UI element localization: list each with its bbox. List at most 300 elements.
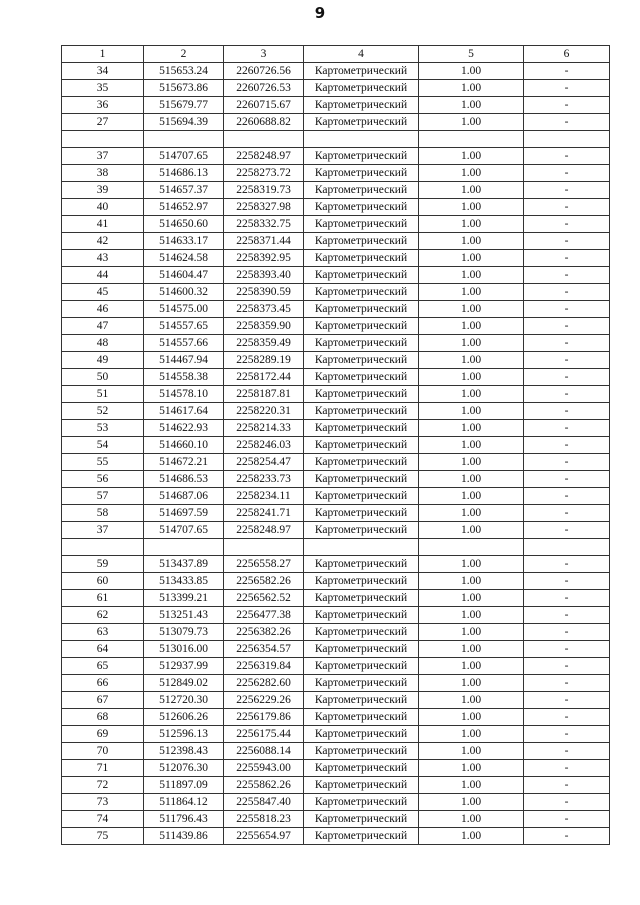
table-cell: 1.00 (419, 420, 524, 437)
table-row (62, 573, 610, 590)
table-row (62, 301, 610, 318)
table-row (62, 811, 610, 828)
table-cell: 27 (62, 114, 144, 131)
table-row (62, 454, 610, 471)
table-cell: 57 (62, 488, 144, 505)
table-cell: Картометрический (304, 216, 419, 233)
table-cell: 1.00 (419, 301, 524, 318)
table-cell: 1.00 (419, 454, 524, 471)
table-cell: 50 (62, 369, 144, 386)
table-cell: - (524, 590, 610, 607)
table-cell: 2260726.53 (224, 80, 304, 97)
table-cell: 1.00 (419, 369, 524, 386)
table-cell: 2255862.26 (224, 777, 304, 794)
table-cell: 511897.09 (144, 777, 224, 794)
table-cell: 63 (62, 624, 144, 641)
table-cell: - (524, 318, 610, 335)
table-cell-empty (524, 131, 610, 148)
table-cell: Картометрический (304, 522, 419, 539)
table-cell: 64 (62, 641, 144, 658)
table-row (62, 471, 610, 488)
table-cell: 2256477.38 (224, 607, 304, 624)
table-cell: Картометрический (304, 352, 419, 369)
table-cell: 1.00 (419, 250, 524, 267)
table-cell: 514707.65 (144, 522, 224, 539)
table-cell: 1.00 (419, 386, 524, 403)
table-cell: Картометрический (304, 267, 419, 284)
table-cell: 2256562.52 (224, 590, 304, 607)
table-cell: 35 (62, 80, 144, 97)
table-row (62, 386, 610, 403)
table-cell: 514652.97 (144, 199, 224, 216)
table-row (62, 675, 610, 692)
table-cell: 1.00 (419, 522, 524, 539)
table-cell: 2258371.44 (224, 233, 304, 250)
table-cell: Картометрический (304, 114, 419, 131)
table-row (62, 284, 610, 301)
table-cell: 514686.13 (144, 165, 224, 182)
table-cell: 1.00 (419, 318, 524, 335)
table-cell: 514624.58 (144, 250, 224, 267)
table-cell: 2256175.44 (224, 726, 304, 743)
table-cell: 514467.94 (144, 352, 224, 369)
table-cell: - (524, 437, 610, 454)
table-cell: - (524, 760, 610, 777)
table-cell: 72 (62, 777, 144, 794)
table-cell: - (524, 726, 610, 743)
table-cell-empty (144, 539, 224, 556)
table-cell: 514575.00 (144, 301, 224, 318)
table-cell: 513437.89 (144, 556, 224, 573)
table-cell: 2258327.98 (224, 199, 304, 216)
table-cell: 515694.39 (144, 114, 224, 131)
table-cell: 44 (62, 267, 144, 284)
table-cell: Картометрический (304, 233, 419, 250)
table-cell: 512720.30 (144, 692, 224, 709)
table-row (62, 556, 610, 573)
table-cell: - (524, 556, 610, 573)
table-cell: 2256179.86 (224, 709, 304, 726)
table-cell: Картометрический (304, 165, 419, 182)
table-cell: 43 (62, 250, 144, 267)
table-cell: 61 (62, 590, 144, 607)
table-cell: 74 (62, 811, 144, 828)
table-cell: Картометрический (304, 403, 419, 420)
table-cell: - (524, 216, 610, 233)
table-row (62, 403, 610, 420)
table-cell: - (524, 182, 610, 199)
table-cell: 58 (62, 505, 144, 522)
table-cell: 37 (62, 522, 144, 539)
table-cell: 512076.30 (144, 760, 224, 777)
table-cell: - (524, 811, 610, 828)
table-cell: 1.00 (419, 182, 524, 199)
table-cell: 1.00 (419, 743, 524, 760)
table-cell: Картометрический (304, 692, 419, 709)
table-cell: 53 (62, 420, 144, 437)
table-cell: Картометрический (304, 199, 419, 216)
table-cell: Картометрический (304, 794, 419, 811)
table-cell: 1.00 (419, 335, 524, 352)
table-cell: 2255818.23 (224, 811, 304, 828)
table-row (62, 522, 610, 539)
table-cell: - (524, 471, 610, 488)
table-cell: Картометрический (304, 726, 419, 743)
table-cell: 62 (62, 607, 144, 624)
table-cell-empty (419, 539, 524, 556)
table-cell: - (524, 165, 610, 182)
column-header: 4 (304, 46, 419, 63)
table-cell: 2258214.33 (224, 420, 304, 437)
table-row (62, 505, 610, 522)
table-row (62, 420, 610, 437)
table-cell: 514707.65 (144, 148, 224, 165)
table-cell: 39 (62, 182, 144, 199)
table-cell: 511864.12 (144, 794, 224, 811)
table-cell: 514657.37 (144, 182, 224, 199)
table-row (62, 182, 610, 199)
table-cell: 1.00 (419, 199, 524, 216)
table-row (62, 369, 610, 386)
table-cell: 1.00 (419, 573, 524, 590)
table-cell: Картометрический (304, 63, 419, 80)
table-cell: 512398.43 (144, 743, 224, 760)
table-cell: - (524, 97, 610, 114)
table-cell: 1.00 (419, 709, 524, 726)
table-cell-empty (419, 131, 524, 148)
table-row (62, 199, 610, 216)
table-cell-empty (304, 539, 419, 556)
table-cell: 2256354.57 (224, 641, 304, 658)
table-cell: Картометрический (304, 369, 419, 386)
table-cell-empty (62, 539, 144, 556)
table-row (62, 250, 610, 267)
table-cell: 68 (62, 709, 144, 726)
table-cell: 515673.86 (144, 80, 224, 97)
table-cell: Картометрический (304, 301, 419, 318)
table-cell: 2258392.95 (224, 250, 304, 267)
table-cell: 514600.32 (144, 284, 224, 301)
table-cell: 514578.10 (144, 386, 224, 403)
table-cell: Картометрический (304, 284, 419, 301)
table-cell: Картометрический (304, 335, 419, 352)
table-row (62, 743, 610, 760)
table-cell: 513016.00 (144, 641, 224, 658)
table-header-row (62, 46, 610, 63)
table-cell: 1.00 (419, 590, 524, 607)
table-cell: 48 (62, 335, 144, 352)
table-cell: 2256319.84 (224, 658, 304, 675)
table-cell: Картометрический (304, 471, 419, 488)
table-row (62, 641, 610, 658)
table-cell: 512606.26 (144, 709, 224, 726)
table-cell: 511796.43 (144, 811, 224, 828)
table-row (62, 233, 610, 250)
table-separator-row (62, 131, 610, 148)
table-cell: - (524, 420, 610, 437)
table-cell: 2258289.19 (224, 352, 304, 369)
table-cell: 1.00 (419, 97, 524, 114)
table-row (62, 318, 610, 335)
table-cell: Картометрический (304, 777, 419, 794)
table-cell: 514557.66 (144, 335, 224, 352)
table-cell: 513251.43 (144, 607, 224, 624)
table-cell: 2258248.97 (224, 148, 304, 165)
table-row (62, 80, 610, 97)
table-cell-empty (304, 131, 419, 148)
table-cell: 514558.38 (144, 369, 224, 386)
table-separator-row (62, 539, 610, 556)
table-cell: - (524, 692, 610, 709)
table-cell: 65 (62, 658, 144, 675)
table-row (62, 828, 610, 845)
table-cell: 59 (62, 556, 144, 573)
table-cell: - (524, 369, 610, 386)
table-cell: 1.00 (419, 641, 524, 658)
table-row (62, 590, 610, 607)
table-cell: 512596.13 (144, 726, 224, 743)
table-cell: 1.00 (419, 556, 524, 573)
table-cell: - (524, 709, 610, 726)
table-row (62, 726, 610, 743)
table-cell: 1.00 (419, 233, 524, 250)
table-cell: Картометрический (304, 828, 419, 845)
table-cell: 1.00 (419, 284, 524, 301)
table-cell: 512937.99 (144, 658, 224, 675)
table-cell-empty (524, 539, 610, 556)
table-row (62, 607, 610, 624)
table-cell: 1.00 (419, 760, 524, 777)
table-row (62, 165, 610, 182)
table-cell: - (524, 80, 610, 97)
table-cell: Картометрический (304, 658, 419, 675)
table-cell: 2258393.40 (224, 267, 304, 284)
table-cell: Картометрический (304, 454, 419, 471)
table-cell: Картометрический (304, 607, 419, 624)
table-cell: - (524, 658, 610, 675)
table-cell: 1.00 (419, 828, 524, 845)
table-cell: 1.00 (419, 658, 524, 675)
table-cell: 2258172.44 (224, 369, 304, 386)
table-row (62, 624, 610, 641)
table-cell: 2256229.26 (224, 692, 304, 709)
table-row (62, 148, 610, 165)
table-cell: Картометрический (304, 641, 419, 658)
table-cell: 513433.85 (144, 573, 224, 590)
table-cell: Картометрический (304, 318, 419, 335)
table-cell: 55 (62, 454, 144, 471)
table-row (62, 114, 610, 131)
table-cell: 49 (62, 352, 144, 369)
table-cell: 511439.86 (144, 828, 224, 845)
table-cell: 514617.64 (144, 403, 224, 420)
table-row (62, 709, 610, 726)
table-cell: 513079.73 (144, 624, 224, 641)
table-cell: 2258233.73 (224, 471, 304, 488)
table-cell: - (524, 63, 610, 80)
table-cell: - (524, 522, 610, 539)
table-cell: Картометрический (304, 573, 419, 590)
table-cell: Картометрический (304, 505, 419, 522)
table-cell: 54 (62, 437, 144, 454)
table-cell: 1.00 (419, 624, 524, 641)
table-cell: 513399.21 (144, 590, 224, 607)
table-cell: - (524, 267, 610, 284)
table-cell: 1.00 (419, 165, 524, 182)
table-cell: 41 (62, 216, 144, 233)
table-cell: Картометрический (304, 675, 419, 692)
table-cell: 47 (62, 318, 144, 335)
table-cell: Картометрический (304, 811, 419, 828)
table-cell: 1.00 (419, 437, 524, 454)
table-cell: 2255654.97 (224, 828, 304, 845)
table-cell: 2255847.40 (224, 794, 304, 811)
table-cell: 1.00 (419, 267, 524, 284)
table-row (62, 794, 610, 811)
table-cell: 2256582.26 (224, 573, 304, 590)
table-cell: 42 (62, 233, 144, 250)
table-cell: 1.00 (419, 148, 524, 165)
table-cell: 1.00 (419, 488, 524, 505)
table-cell: 514660.10 (144, 437, 224, 454)
column-header: 5 (419, 46, 524, 63)
table-cell: 2260688.82 (224, 114, 304, 131)
table-cell: 1.00 (419, 114, 524, 131)
table-cell: 73 (62, 794, 144, 811)
table-cell: 1.00 (419, 726, 524, 743)
table-cell: - (524, 743, 610, 760)
table-cell: - (524, 233, 610, 250)
table-cell: 2258359.90 (224, 318, 304, 335)
table-row (62, 267, 610, 284)
table-cell: Картометрический (304, 250, 419, 267)
table-cell: Картометрический (304, 386, 419, 403)
table-cell: - (524, 250, 610, 267)
table-cell: 75 (62, 828, 144, 845)
table-cell: 2258373.45 (224, 301, 304, 318)
table-cell: - (524, 114, 610, 131)
table-cell: 514697.59 (144, 505, 224, 522)
table-cell: - (524, 148, 610, 165)
table-cell: Картометрический (304, 148, 419, 165)
table-cell: 36 (62, 97, 144, 114)
table-row (62, 760, 610, 777)
table-cell: 515679.77 (144, 97, 224, 114)
table-cell: Картометрический (304, 80, 419, 97)
table-cell: Картометрический (304, 488, 419, 505)
table-cell: - (524, 624, 610, 641)
table-cell: 40 (62, 199, 144, 216)
table-cell: 2258359.49 (224, 335, 304, 352)
table-cell: Картометрический (304, 590, 419, 607)
table-cell: Картометрический (304, 182, 419, 199)
table-cell-empty (144, 131, 224, 148)
table-cell: - (524, 284, 610, 301)
table-cell: - (524, 828, 610, 845)
table-cell: - (524, 403, 610, 420)
table-cell: 56 (62, 471, 144, 488)
table-cell: 2258241.71 (224, 505, 304, 522)
table-cell: 60 (62, 573, 144, 590)
table-cell: - (524, 607, 610, 624)
table-cell: 1.00 (419, 352, 524, 369)
table-cell: 1.00 (419, 403, 524, 420)
table-row (62, 216, 610, 233)
table-cell: 51 (62, 386, 144, 403)
table-cell: 514686.53 (144, 471, 224, 488)
table-cell: 1.00 (419, 794, 524, 811)
table-cell: 1.00 (419, 63, 524, 80)
table-cell: 2258187.81 (224, 386, 304, 403)
table-cell: 1.00 (419, 505, 524, 522)
table-cell: 66 (62, 675, 144, 692)
table-cell: - (524, 794, 610, 811)
table-cell: 2255943.00 (224, 760, 304, 777)
table-body (62, 63, 610, 845)
table-cell: Картометрический (304, 743, 419, 760)
table-cell: 2258332.75 (224, 216, 304, 233)
table-cell: 69 (62, 726, 144, 743)
table-cell: Картометрический (304, 624, 419, 641)
table-row (62, 658, 610, 675)
table-cell: - (524, 488, 610, 505)
table-row (62, 437, 610, 454)
table-cell: Картометрический (304, 437, 419, 454)
table-cell: 46 (62, 301, 144, 318)
table-cell: 514650.60 (144, 216, 224, 233)
table-cell: 1.00 (419, 80, 524, 97)
table-cell: Картометрический (304, 760, 419, 777)
table-cell: 2256382.26 (224, 624, 304, 641)
table-cell: - (524, 301, 610, 318)
table-cell: 515653.24 (144, 63, 224, 80)
table-cell: 2258248.97 (224, 522, 304, 539)
table-cell: - (524, 777, 610, 794)
table-cell: 2258319.73 (224, 182, 304, 199)
table-cell: 2258273.72 (224, 165, 304, 182)
table-row (62, 335, 610, 352)
table-cell: Картометрический (304, 420, 419, 437)
table-cell: 38 (62, 165, 144, 182)
table-cell: 514604.47 (144, 267, 224, 284)
table-cell: 1.00 (419, 216, 524, 233)
table-cell: 514557.65 (144, 318, 224, 335)
table-cell: 1.00 (419, 692, 524, 709)
table-row (62, 777, 610, 794)
table-cell: - (524, 505, 610, 522)
table-row (62, 63, 610, 80)
table-cell: 67 (62, 692, 144, 709)
table-cell: 514622.93 (144, 420, 224, 437)
table-cell: 1.00 (419, 777, 524, 794)
table-cell: 70 (62, 743, 144, 760)
table-cell: - (524, 641, 610, 658)
table-cell: 514687.06 (144, 488, 224, 505)
table-cell: 45 (62, 284, 144, 301)
table-cell: 1.00 (419, 675, 524, 692)
table-cell: 2258234.11 (224, 488, 304, 505)
table-cell: - (524, 352, 610, 369)
table-cell: - (524, 454, 610, 471)
table-cell: - (524, 199, 610, 216)
table-row (62, 352, 610, 369)
table-cell: 2260726.56 (224, 63, 304, 80)
column-header: 3 (224, 46, 304, 63)
table-cell: - (524, 675, 610, 692)
table-cell: - (524, 335, 610, 352)
table-cell: 71 (62, 760, 144, 777)
table-cell: 34 (62, 63, 144, 80)
